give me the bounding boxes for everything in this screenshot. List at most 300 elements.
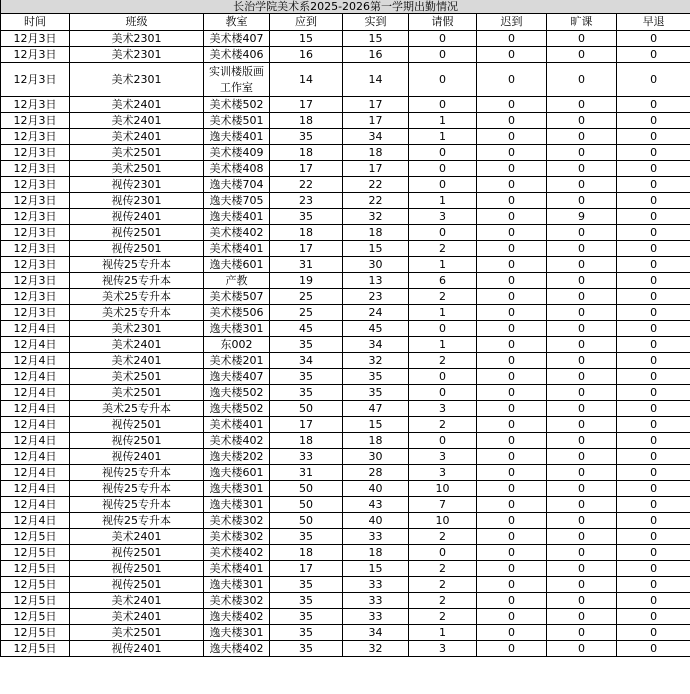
cell-room: 逸夫楼502 — [204, 401, 270, 417]
cell-class: 视传25专升本 — [70, 513, 204, 529]
cell-class: 视传2301 — [70, 193, 204, 209]
cell-room: 美术楼501 — [204, 113, 270, 129]
cell-present: 33 — [343, 593, 409, 609]
cell-present: 13 — [343, 273, 409, 289]
cell-room: 逸夫楼401 — [204, 129, 270, 145]
cell-expected: 45 — [270, 321, 343, 337]
cell-expected: 50 — [270, 401, 343, 417]
cell-room: 逸夫楼401 — [204, 209, 270, 225]
cell-leave: 0 — [409, 177, 477, 193]
cell-time: 12月3日 — [1, 31, 70, 47]
cell-class: 视传2501 — [70, 561, 204, 577]
cell-room: 美术楼302 — [204, 529, 270, 545]
cell-absent: 0 — [547, 337, 617, 353]
cell-class: 视传2501 — [70, 417, 204, 433]
cell-class: 美术2401 — [70, 113, 204, 129]
cell-present: 32 — [343, 209, 409, 225]
cell-absent: 0 — [547, 465, 617, 481]
cell-present: 23 — [343, 289, 409, 305]
cell-leave: 0 — [409, 97, 477, 113]
cell-late: 0 — [477, 449, 547, 465]
cell-class: 美术2401 — [70, 529, 204, 545]
cell-room: 美术楼401 — [204, 561, 270, 577]
cell-class: 视传25专升本 — [70, 481, 204, 497]
cell-room: 美术楼506 — [204, 305, 270, 321]
cell-absent: 0 — [547, 193, 617, 209]
cell-early-leave: 0 — [617, 353, 690, 369]
cell-early-leave: 0 — [617, 177, 690, 193]
table-row — [1, 129, 690, 145]
cell-time: 12月5日 — [1, 641, 70, 657]
sheet-title: 长治学院美术系2025-2026第一学期出勤情况 — [1, 0, 690, 14]
cell-early-leave: 0 — [617, 289, 690, 305]
table-row — [1, 641, 690, 657]
cell-early-leave: 0 — [617, 433, 690, 449]
cell-present: 34 — [343, 625, 409, 641]
cell-leave: 0 — [409, 321, 477, 337]
cell-leave: 2 — [409, 593, 477, 609]
cell-time: 12月4日 — [1, 481, 70, 497]
cell-time: 12月5日 — [1, 593, 70, 609]
cell-early-leave: 0 — [617, 31, 690, 47]
cell-leave: 0 — [409, 63, 477, 97]
cell-leave: 1 — [409, 625, 477, 641]
cell-absent: 0 — [547, 31, 617, 47]
cell-early-leave: 0 — [617, 47, 690, 63]
cell-present: 30 — [343, 449, 409, 465]
col-header-class: 班级 — [70, 14, 204, 31]
cell-time: 12月3日 — [1, 289, 70, 305]
cell-early-leave: 0 — [617, 305, 690, 321]
cell-leave: 0 — [409, 225, 477, 241]
cell-absent: 0 — [547, 241, 617, 257]
cell-late: 0 — [477, 529, 547, 545]
cell-class: 视传2501 — [70, 577, 204, 593]
cell-late: 0 — [477, 609, 547, 625]
cell-leave: 3 — [409, 641, 477, 657]
cell-expected: 19 — [270, 273, 343, 289]
cell-expected: 17 — [270, 161, 343, 177]
cell-expected: 25 — [270, 289, 343, 305]
cell-expected: 17 — [270, 417, 343, 433]
cell-time: 12月4日 — [1, 321, 70, 337]
table-row — [1, 353, 690, 369]
cell-class: 视传25专升本 — [70, 465, 204, 481]
cell-present: 32 — [343, 641, 409, 657]
cell-time: 12月5日 — [1, 625, 70, 641]
cell-leave: 0 — [409, 161, 477, 177]
cell-present: 18 — [343, 145, 409, 161]
cell-late: 0 — [477, 641, 547, 657]
cell-time: 12月4日 — [1, 513, 70, 529]
cell-late: 0 — [477, 241, 547, 257]
cell-absent: 0 — [547, 145, 617, 161]
cell-leave: 6 — [409, 273, 477, 289]
cell-room: 逸夫楼301 — [204, 481, 270, 497]
cell-class: 视传2401 — [70, 449, 204, 465]
table-row — [1, 481, 690, 497]
table-row — [1, 177, 690, 193]
cell-present: 24 — [343, 305, 409, 321]
cell-time: 12月3日 — [1, 225, 70, 241]
cell-late: 0 — [477, 273, 547, 289]
table-row — [1, 369, 690, 385]
cell-time: 12月3日 — [1, 145, 70, 161]
cell-expected: 25 — [270, 305, 343, 321]
cell-expected: 15 — [270, 31, 343, 47]
cell-late: 0 — [477, 433, 547, 449]
col-header-time: 时间 — [1, 14, 70, 31]
cell-room: 美术楼409 — [204, 145, 270, 161]
cell-leave: 0 — [409, 31, 477, 47]
cell-time: 12月3日 — [1, 113, 70, 129]
cell-present: 35 — [343, 369, 409, 385]
cell-late: 0 — [477, 257, 547, 273]
table-row — [1, 63, 690, 97]
cell-expected: 23 — [270, 193, 343, 209]
cell-time: 12月5日 — [1, 545, 70, 561]
cell-room: 逸夫楼601 — [204, 257, 270, 273]
cell-room: 逸夫楼502 — [204, 385, 270, 401]
cell-absent: 0 — [547, 497, 617, 513]
col-header-late: 迟到 — [477, 14, 547, 31]
cell-leave: 1 — [409, 337, 477, 353]
cell-present: 33 — [343, 529, 409, 545]
cell-class: 美术2501 — [70, 145, 204, 161]
cell-room: 逸夫楼301 — [204, 321, 270, 337]
col-header-absent: 旷课 — [547, 14, 617, 31]
cell-early-leave: 0 — [617, 545, 690, 561]
cell-room: 逸夫楼301 — [204, 625, 270, 641]
cell-class: 美术2301 — [70, 63, 204, 97]
cell-present: 32 — [343, 353, 409, 369]
cell-class: 视传2501 — [70, 241, 204, 257]
cell-late: 0 — [477, 161, 547, 177]
cell-absent: 0 — [547, 129, 617, 145]
cell-leave: 7 — [409, 497, 477, 513]
cell-leave: 10 — [409, 513, 477, 529]
table-row — [1, 209, 690, 225]
cell-late: 0 — [477, 193, 547, 209]
cell-early-leave: 0 — [617, 385, 690, 401]
cell-absent: 0 — [547, 177, 617, 193]
cell-late: 0 — [477, 401, 547, 417]
cell-absent: 0 — [547, 417, 617, 433]
cell-time: 12月3日 — [1, 257, 70, 273]
cell-early-leave: 0 — [617, 593, 690, 609]
cell-room: 美术楼407 — [204, 31, 270, 47]
cell-class: 视传2501 — [70, 545, 204, 561]
cell-early-leave: 0 — [617, 497, 690, 513]
table-row — [1, 113, 690, 129]
cell-early-leave: 0 — [617, 161, 690, 177]
table-row — [1, 545, 690, 561]
cell-leave: 3 — [409, 401, 477, 417]
cell-expected: 50 — [270, 481, 343, 497]
cell-expected: 17 — [270, 241, 343, 257]
cell-late: 0 — [477, 177, 547, 193]
cell-leave: 2 — [409, 609, 477, 625]
table-row — [1, 577, 690, 593]
cell-present: 34 — [343, 337, 409, 353]
cell-time: 12月5日 — [1, 577, 70, 593]
cell-present: 45 — [343, 321, 409, 337]
cell-class: 视传2301 — [70, 177, 204, 193]
table-row — [1, 145, 690, 161]
cell-present: 18 — [343, 225, 409, 241]
table-row — [1, 449, 690, 465]
table-row — [1, 321, 690, 337]
cell-expected: 18 — [270, 225, 343, 241]
cell-time: 12月3日 — [1, 177, 70, 193]
cell-late: 0 — [477, 145, 547, 161]
cell-expected: 35 — [270, 529, 343, 545]
cell-expected: 33 — [270, 449, 343, 465]
cell-time: 12月5日 — [1, 609, 70, 625]
cell-expected: 35 — [270, 385, 343, 401]
cell-absent: 0 — [547, 625, 617, 641]
cell-late: 0 — [477, 337, 547, 353]
cell-absent: 0 — [547, 433, 617, 449]
cell-early-leave: 0 — [617, 113, 690, 129]
cell-absent: 0 — [547, 97, 617, 113]
cell-expected: 35 — [270, 577, 343, 593]
cell-leave: 0 — [409, 145, 477, 161]
cell-absent: 0 — [547, 257, 617, 273]
table-row — [1, 161, 690, 177]
cell-early-leave: 0 — [617, 145, 690, 161]
cell-leave: 2 — [409, 561, 477, 577]
cell-late: 0 — [477, 209, 547, 225]
cell-absent: 0 — [547, 161, 617, 177]
cell-late: 0 — [477, 593, 547, 609]
table-row — [1, 625, 690, 641]
cell-present: 35 — [343, 385, 409, 401]
table-row — [1, 289, 690, 305]
cell-leave: 3 — [409, 449, 477, 465]
cell-late: 0 — [477, 113, 547, 129]
cell-leave: 2 — [409, 353, 477, 369]
cell-late: 0 — [477, 561, 547, 577]
cell-class: 美术25专升本 — [70, 289, 204, 305]
cell-room: 逸夫楼301 — [204, 497, 270, 513]
cell-time: 12月3日 — [1, 129, 70, 145]
cell-late: 0 — [477, 129, 547, 145]
cell-expected: 17 — [270, 561, 343, 577]
table-row — [1, 241, 690, 257]
cell-class: 美术2401 — [70, 97, 204, 113]
cell-present: 17 — [343, 161, 409, 177]
cell-absent: 0 — [547, 609, 617, 625]
cell-room: 美术楼507 — [204, 289, 270, 305]
cell-absent: 0 — [547, 47, 617, 63]
cell-present: 18 — [343, 545, 409, 561]
cell-leave: 3 — [409, 209, 477, 225]
table-row — [1, 225, 690, 241]
table-row — [1, 273, 690, 289]
cell-expected: 35 — [270, 129, 343, 145]
cell-present: 18 — [343, 433, 409, 449]
cell-time: 12月3日 — [1, 47, 70, 63]
cell-present: 22 — [343, 193, 409, 209]
cell-leave: 0 — [409, 545, 477, 561]
cell-absent: 0 — [547, 113, 617, 129]
cell-present: 33 — [343, 577, 409, 593]
cell-leave: 2 — [409, 417, 477, 433]
cell-expected: 31 — [270, 465, 343, 481]
cell-room: 逸夫楼601 — [204, 465, 270, 481]
cell-late: 0 — [477, 481, 547, 497]
cell-expected: 50 — [270, 513, 343, 529]
cell-early-leave: 0 — [617, 641, 690, 657]
cell-absent: 0 — [547, 545, 617, 561]
cell-present: 16 — [343, 47, 409, 63]
cell-present: 28 — [343, 465, 409, 481]
cell-time: 12月4日 — [1, 417, 70, 433]
cell-room: 产教 — [204, 273, 270, 289]
table-row — [1, 433, 690, 449]
cell-present: 17 — [343, 113, 409, 129]
cell-present: 17 — [343, 97, 409, 113]
cell-late: 0 — [477, 577, 547, 593]
cell-late: 0 — [477, 353, 547, 369]
table-row — [1, 401, 690, 417]
cell-class: 美术2301 — [70, 321, 204, 337]
cell-room: 美术楼402 — [204, 545, 270, 561]
cell-expected: 35 — [270, 641, 343, 657]
cell-expected: 35 — [270, 337, 343, 353]
cell-present: 33 — [343, 609, 409, 625]
cell-present: 40 — [343, 513, 409, 529]
cell-late: 0 — [477, 97, 547, 113]
cell-late: 0 — [477, 513, 547, 529]
cell-absent: 0 — [547, 593, 617, 609]
cell-present: 15 — [343, 417, 409, 433]
col-header-expected: 应到 — [270, 14, 343, 31]
cell-time: 12月4日 — [1, 353, 70, 369]
cell-late: 0 — [477, 385, 547, 401]
cell-room: 逸夫楼402 — [204, 641, 270, 657]
cell-leave: 1 — [409, 305, 477, 321]
cell-class: 视传25专升本 — [70, 273, 204, 289]
cell-class: 美术25专升本 — [70, 305, 204, 321]
cell-time: 12月4日 — [1, 433, 70, 449]
cell-expected: 50 — [270, 497, 343, 513]
cell-absent: 0 — [547, 561, 617, 577]
table-row — [1, 417, 690, 433]
cell-leave: 2 — [409, 529, 477, 545]
cell-time: 12月4日 — [1, 401, 70, 417]
cell-room: 逸夫楼202 — [204, 449, 270, 465]
cell-present: 15 — [343, 241, 409, 257]
cell-absent: 0 — [547, 305, 617, 321]
table-row — [1, 529, 690, 545]
cell-expected: 34 — [270, 353, 343, 369]
cell-leave: 2 — [409, 289, 477, 305]
cell-expected: 18 — [270, 545, 343, 561]
cell-leave: 2 — [409, 577, 477, 593]
cell-leave: 1 — [409, 113, 477, 129]
cell-room: 美术楼401 — [204, 241, 270, 257]
cell-early-leave: 0 — [617, 449, 690, 465]
cell-room: 美术楼201 — [204, 353, 270, 369]
cell-present: 30 — [343, 257, 409, 273]
cell-early-leave: 0 — [617, 529, 690, 545]
cell-present: 40 — [343, 481, 409, 497]
cell-class: 美术2401 — [70, 593, 204, 609]
cell-late: 0 — [477, 305, 547, 321]
cell-room: 美术楼502 — [204, 97, 270, 113]
cell-expected: 35 — [270, 609, 343, 625]
cell-early-leave: 0 — [617, 369, 690, 385]
cell-room: 逸夫楼705 — [204, 193, 270, 209]
cell-time: 12月3日 — [1, 209, 70, 225]
table-row — [1, 47, 690, 63]
cell-absent: 0 — [547, 513, 617, 529]
cell-absent: 0 — [547, 63, 617, 97]
cell-present: 47 — [343, 401, 409, 417]
cell-time: 12月3日 — [1, 63, 70, 97]
table-row — [1, 337, 690, 353]
cell-class: 视传2401 — [70, 209, 204, 225]
cell-early-leave: 0 — [617, 561, 690, 577]
cell-late: 0 — [477, 225, 547, 241]
cell-present: 15 — [343, 31, 409, 47]
cell-expected: 17 — [270, 97, 343, 113]
cell-leave: 0 — [409, 369, 477, 385]
cell-early-leave: 0 — [617, 417, 690, 433]
table-row — [1, 561, 690, 577]
cell-class: 视传25专升本 — [70, 257, 204, 273]
cell-present: 43 — [343, 497, 409, 513]
col-header-room: 教室 — [204, 14, 270, 31]
cell-expected: 35 — [270, 593, 343, 609]
header-row — [1, 14, 690, 31]
cell-late: 0 — [477, 63, 547, 97]
cell-class: 美术2401 — [70, 353, 204, 369]
table-row — [1, 497, 690, 513]
table-row — [1, 513, 690, 529]
cell-class: 美术2501 — [70, 161, 204, 177]
cell-absent: 0 — [547, 353, 617, 369]
cell-class: 美术2401 — [70, 609, 204, 625]
cell-absent: 0 — [547, 289, 617, 305]
cell-absent: 0 — [547, 225, 617, 241]
cell-time: 12月4日 — [1, 369, 70, 385]
cell-present: 14 — [343, 63, 409, 97]
table-row — [1, 609, 690, 625]
cell-time: 12月3日 — [1, 241, 70, 257]
cell-late: 0 — [477, 321, 547, 337]
cell-leave: 0 — [409, 385, 477, 401]
cell-absent: 0 — [547, 273, 617, 289]
cell-late: 0 — [477, 369, 547, 385]
cell-absent: 0 — [547, 641, 617, 657]
cell-time: 12月5日 — [1, 561, 70, 577]
table-body — [1, 31, 690, 657]
cell-expected: 35 — [270, 625, 343, 641]
cell-time: 12月3日 — [1, 305, 70, 321]
cell-class: 美术2401 — [70, 337, 204, 353]
col-header-leave: 请假 — [409, 14, 477, 31]
cell-expected: 22 — [270, 177, 343, 193]
cell-expected: 35 — [270, 369, 343, 385]
cell-class: 美术25专升本 — [70, 401, 204, 417]
cell-time: 12月4日 — [1, 337, 70, 353]
cell-leave: 0 — [409, 47, 477, 63]
cell-leave: 1 — [409, 193, 477, 209]
cell-absent: 0 — [547, 481, 617, 497]
